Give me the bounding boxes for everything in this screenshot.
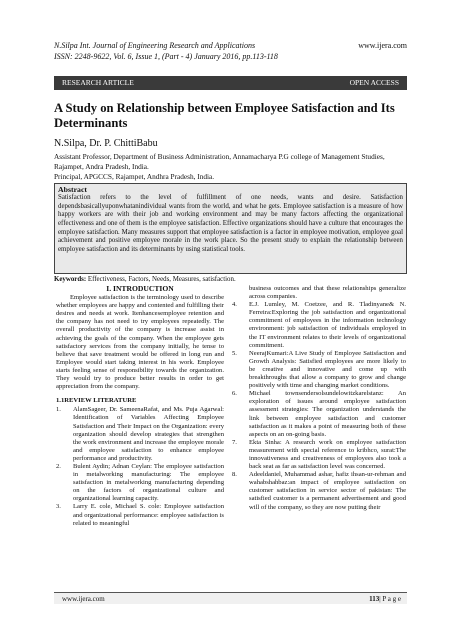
keywords [54, 276, 407, 284]
item-text: Ekta Sinha: A research work on employee satisfaction measurement with special reference to kribhco, surat:The innovativeness and creativeness of employees also took a back seat as far as satisfaction level was concerned. [249, 438, 406, 471]
list-item [56, 463, 224, 503]
list-item [232, 471, 406, 511]
item-number: 7. [232, 438, 237, 446]
left-column [56, 285, 224, 528]
item-text: Larry E. cole, Michael S. cole: Employee satisfaction and organizational performance: employee satisfaction is related to meaningful [73, 503, 224, 527]
affiliation-1: Assistant Professor, Department of Business Administration, Annamacharya P.G college of Management Studies, Rajampet, Andra Pradesh, India. [54, 152, 385, 172]
running-header [54, 40, 407, 62]
paper-title: A Study on Relationship between Employee Satisfaction and Its Determinants [54, 101, 395, 130]
item-number: 2. [56, 462, 61, 470]
keywords-label: Keywords: [54, 276, 87, 283]
item-text: NeerajKumari:A Live Study of Employee Satisfaction and Growth Analysis: Satisfied employees are more likely to be creative and innovative and come up with breakthroughs that allow a company to grow and change positively with time and changing market conditions. [249, 349, 406, 390]
item-number: 8. [232, 471, 237, 479]
open-access-label: OPEN ACCESS [349, 78, 399, 87]
page-footer [54, 592, 407, 604]
issn-line: ISSN: 2248-9622, Vol. 6, Issue 1, (Part - 4) January 2016, pp.113-118 [54, 52, 278, 61]
list-continuation: business outcomes and that these relationships generalize across companies. [249, 285, 406, 301]
item-number: 6. [232, 390, 237, 398]
item-text: Adeeldaniel, Muhammad ashar, hafiz ihsan-ur-rehman and wahabshahbaz:an impact of employee satisfaction on customer satisfaction in service sector of pakistan: The satisfied customer is a permanent advertisement and good will of the company, so they are now putting their [249, 471, 406, 511]
footer-site-link[interactable]: www.ijera.com [62, 595, 105, 603]
affiliations [54, 152, 407, 183]
abstract-text: Satisfaction refers to the level of fulfillment of one needs, wants and desire. Satisfaction dependsbasicallyuponwhatanindividual wants from the world, and what he gets. Employee satisfaction is a measure of how happy workers are with their job and working environment and may be many factors affecting the organizational effectiveness and one of them is the employee satisfaction. Effective organizations should have a culture that encourages the employee satisfaction. Many measures support that employee satisfaction is a factor in employee motivation, employee goal achievement and positive employee morale in the work place. So the present study to explain the relationship between employee satisfaction and its determinants by using statistical tools. [58, 194, 403, 253]
list-item [232, 439, 406, 471]
page-number-value: 113 [369, 595, 380, 603]
right-column [232, 285, 406, 512]
list-item [232, 390, 406, 439]
list-item [56, 503, 224, 527]
item-number: 1. [56, 406, 61, 414]
item-number: 4. [232, 301, 237, 309]
intro-paragraph: Employee satisfaction is the terminology used to describe whether employees are happy and contented and fulfilling their desires and needs at work. Itenhancesemployee retention and the company has not need to try employees repeatedly. The overall productivity of the company is increase assist in achieving the goals of the company. When the employee gets satisfactory services from the company initially, he tense to believe that save treatment would be offered in long run and Employee would start taking interest in his work. Employee starts feeling sense of responsibility towards the organization. They would try to produce better results in order to get appreciation from the company. [56, 294, 224, 391]
item-text: Michael townsendersolsundelowitzkarelstanz: An exploration of issues around employee satisfaction assessment strategies: The organization understands the link between employee satisfaction and customer satisfaction as it makes a point of measuring both of these aspects on an on-going basis. [249, 390, 406, 438]
abstract-heading: Abstract [58, 185, 88, 194]
list-item [232, 301, 406, 350]
article-type-label: RESEARCH ARTICLE [62, 78, 134, 87]
review-list-right [232, 301, 406, 511]
review-list-left [56, 406, 224, 527]
item-text: E.J. Lumley, M. Coetzee, and R. Tladinyane& N. Ferreira:Exploring the job satisfaction and organizational commitment of employees in the information technology environment: job satisfaction of individuals employed in the IT environment relates to their levels of organizational commitment. [249, 301, 406, 349]
item-text: AlamSageer, Dr. SameenaRafat, and Ms. Puja Agarwal: Identification of Variables Affecting Employee Satisfaction and Their Impact on the Organization: every organization should develop strategies that strengthen the work environment and increase the employee morale and employee satisfaction to enhance employee performance and productivity. [73, 406, 224, 462]
page-suffix: | P a g e [379, 595, 401, 603]
item-text: Bulent Aydin; Adnan Ceylan: The employee satisfaction in metalworking manufacturing: The employee satisfaction in metalworking manufacturing depending on the factors of organizational culture and organizational learning capacity. [73, 462, 224, 503]
paper-authors: N.Silpa, Dr. P. ChittiBabu [54, 138, 158, 149]
item-number: 5. [232, 349, 237, 357]
affiliation-2: Principal, APGCCS, Rajampet, Andhra Pradesh, India. [54, 172, 215, 182]
intro-heading: I. INTRODUCTION [106, 284, 174, 293]
page-number [369, 593, 401, 605]
review-heading: 1.1REVIEW LITERATURE [56, 397, 137, 405]
journal-site: www.ijera.com [358, 41, 407, 50]
abstract-box [54, 183, 407, 274]
article-type-band [54, 76, 407, 90]
list-item [232, 350, 406, 390]
list-item [56, 406, 224, 463]
keywords-text: Effectiveness, Factors, Needs, Measures, satisfaction. [86, 276, 236, 283]
journal-line: N.Silpa Int. Journal of Engineering Research and Applications [54, 41, 256, 50]
item-number: 3. [56, 503, 61, 511]
